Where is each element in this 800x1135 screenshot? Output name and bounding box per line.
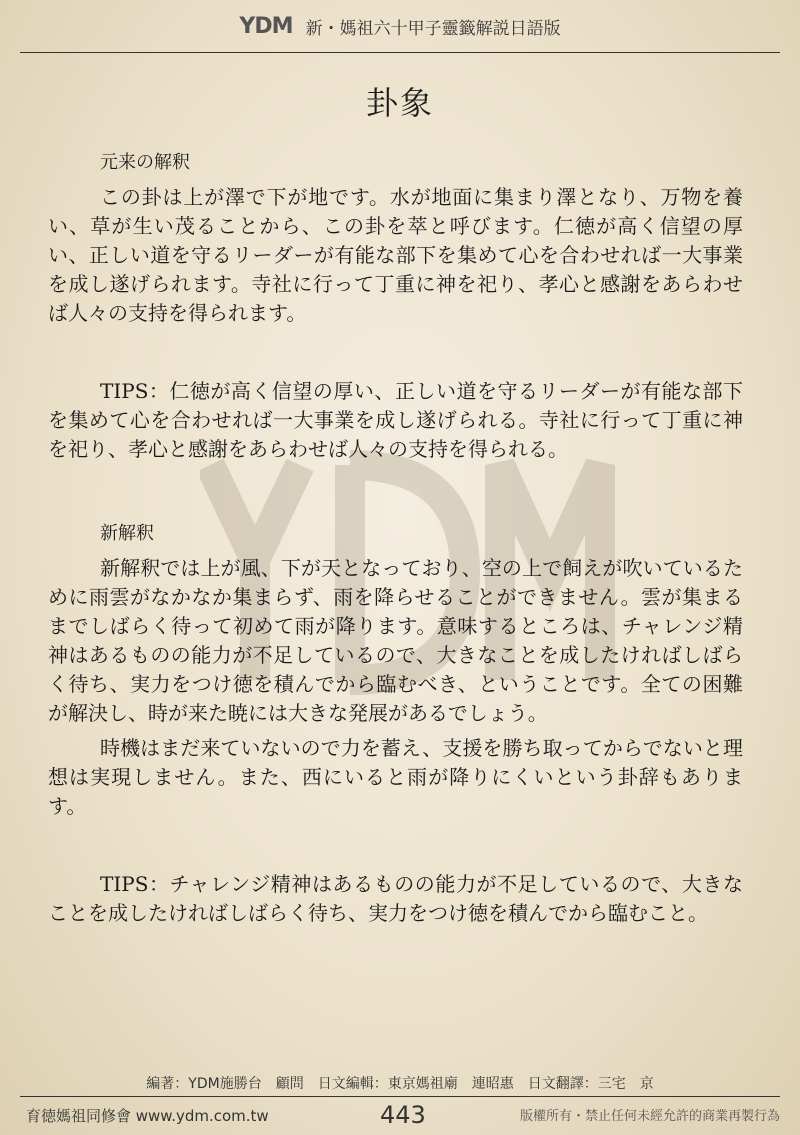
original-tips: TIPS：仁徳が高く信望の厚い、正しい道を守るリーダーが有能な部下を集めて心を合わせれば一大事業を成し遂げられる。寺社に行って丁重に神を祀り、孝心と感謝をあらわせば人々の支持を得られる。	[48, 379, 743, 461]
page-header	[0, 14, 800, 39]
original-paragraph: この卦は上が澤で下が地です。水が地面に集まり澤となり、万物を養い、草が生い茂ることから、この卦を萃と呼びます。仁徳が高く信望の厚い、正しい道を守るリーダーが有能な部下を集めて心を合わせれば一大事業を成し遂げられます。寺社に行って丁重に神を祀り、孝心と感謝をあらわせば人々の支持を得られます。	[48, 185, 743, 325]
credits: 編著：YDM施勝台 顧問 日文編輯：東京媽祖廟 連昭惠 日文翻譯：三宅 京	[146, 1076, 654, 1092]
page-title: 卦象	[365, 84, 434, 122]
new-paragraph-2: 時機はまだ来ていないので力を蓄え、支援を勝ち取ってからでないと理想は実現しません。また、西にいると雨が降りにくいという卦辞もあります。	[48, 736, 743, 818]
new-paragraph-1: 新解釈では上が風、下が天となっており、空の上で飼えが吹いているために雨雲がなかなか集まらず、雨を降らせることができません。雲が集まるまでしばらく待って初めて雨が降ります。意味するところは、チャレンジ精神はあるものの能力が不足しているので、大きなことを成したければしばらく待ち、実力をつけ徳を積んでから臨むべき、ということです。全ての困難が解決し、時が来た暁には大きな発展があるでしょう。	[48, 556, 743, 725]
new-tips: TIPS：チャレンジ精神はあるものの能力が不足しているので、大きなことを成したければしばらく待ち、実力をつけ徳を積んでから臨むこと。	[48, 872, 743, 925]
content	[48, 148, 743, 928]
header-title: 新・媽祖六十甲子靈籤解説日語版	[305, 19, 561, 39]
footer-rule	[20, 1096, 780, 1097]
section-heading-new: 新解釈	[100, 523, 154, 544]
header-rule	[20, 52, 780, 53]
ydm-logo: YDM	[239, 14, 293, 39]
copyright-notice: 版權所有・禁止任何未經允許的商業再製行為	[519, 1109, 780, 1124]
footer-organization: 育徳媽祖同修會 www.ydm.com.tw	[26, 1107, 269, 1125]
page-number: 443	[380, 1101, 426, 1129]
section-heading-original: 元来の解釈	[100, 152, 190, 173]
